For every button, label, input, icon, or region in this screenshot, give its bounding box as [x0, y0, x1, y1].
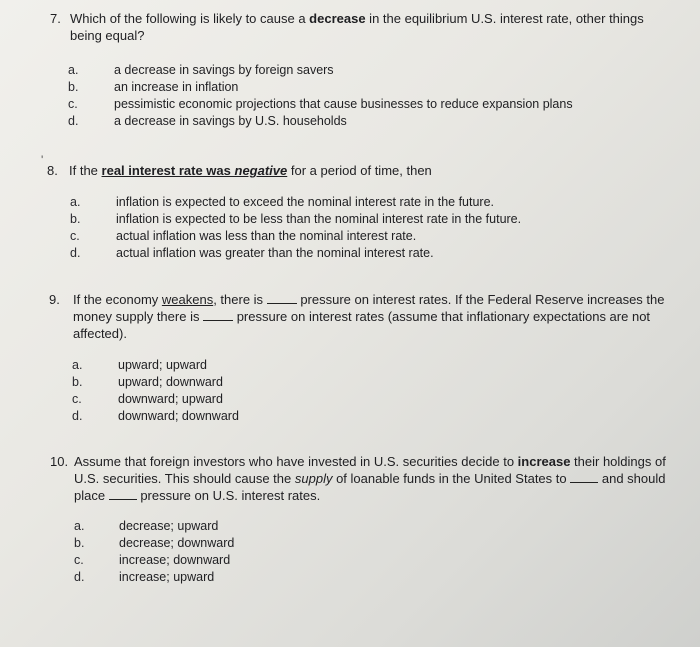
question-10-keyword: increase: [517, 454, 571, 469]
question-7-option-b[interactable]: b. an increase in inflation: [68, 80, 239, 94]
question-8-stem: [47, 162, 667, 179]
question-9-stem: [49, 291, 679, 342]
question-7-options: [68, 62, 628, 130]
question-8-option-d[interactable]: d. actual inflation was greater than the nominal interest rate.: [70, 246, 434, 260]
question-10-text: Assume that foreign investors who have invested in U.S. securities decide to increase their holdings of U.S. securities. This should cause the supply of loanable funds in the United States to and should place pressure on U.S. interest rates.: [74, 454, 666, 503]
question-9-option-c[interactable]: c. downward; upward: [72, 392, 223, 406]
question-8-option-a[interactable]: a. inflation is expected to exceed the nominal interest rate in the future.: [70, 195, 495, 209]
question-8-option-c[interactable]: c. actual inflation was less than the nominal interest rate.: [70, 229, 417, 243]
question-9-option-d[interactable]: d. downward; downward: [72, 409, 239, 423]
question-10-blank-2[interactable]: [109, 487, 137, 500]
question-7-number: 7.: [50, 11, 61, 26]
question-9-option-a[interactable]: a. upward; upward: [72, 358, 207, 372]
question-10-options: [74, 518, 374, 586]
question-8-options: [70, 194, 640, 262]
question-9-blank-1[interactable]: [267, 291, 297, 304]
question-7-option-a[interactable]: a. a decrease in savings by foreign savers: [68, 63, 334, 77]
question-10-stem: [50, 453, 680, 504]
question-8-text: If the real interest rate was negative for a period of time, then: [69, 163, 432, 178]
question-9-blank-2[interactable]: [203, 308, 233, 321]
question-9-text: If the economy weakens, there is pressure on interest rates. If the Federal Reserve increases the money supply there is pressure on interest rates (assume that inflationary expectations are not affected).: [73, 292, 665, 341]
margin-mark: ': [41, 153, 44, 167]
question-7-stem: [50, 10, 675, 44]
question-7-option-d[interactable]: d. a decrease in savings by U.S. households: [68, 114, 347, 128]
question-8-keyword: real interest rate was negative: [101, 163, 288, 178]
question-7-keyword: decrease: [309, 11, 366, 26]
question-8-option-b[interactable]: b. inflation is expected to be less than the nominal interest rate in the future.: [70, 212, 522, 226]
question-10-option-a[interactable]: a. decrease; upward: [74, 519, 219, 533]
question-7-option-c[interactable]: c. pessimistic economic projections that cause businesses to reduce expansion plans: [68, 97, 573, 111]
question-9-options: [72, 357, 372, 425]
question-9-keyword: weakens: [161, 292, 214, 307]
question-8-number: 8.: [47, 163, 58, 178]
question-10-option-c[interactable]: c. increase; downward: [74, 553, 231, 567]
question-10-option-b[interactable]: b. decrease; downward: [74, 536, 235, 550]
question-9-number: 9.: [49, 292, 60, 307]
question-10-number: 10.: [50, 454, 69, 469]
question-10-option-d[interactable]: d. increase; upward: [74, 570, 215, 584]
question-9-option-b[interactable]: b. upward; downward: [72, 375, 223, 389]
question-10-blank-1[interactable]: [570, 470, 598, 483]
question-7-text: Which of the following is likely to cause a decrease in the equilibrium U.S. interest rate, other things being equal?: [70, 11, 644, 43]
